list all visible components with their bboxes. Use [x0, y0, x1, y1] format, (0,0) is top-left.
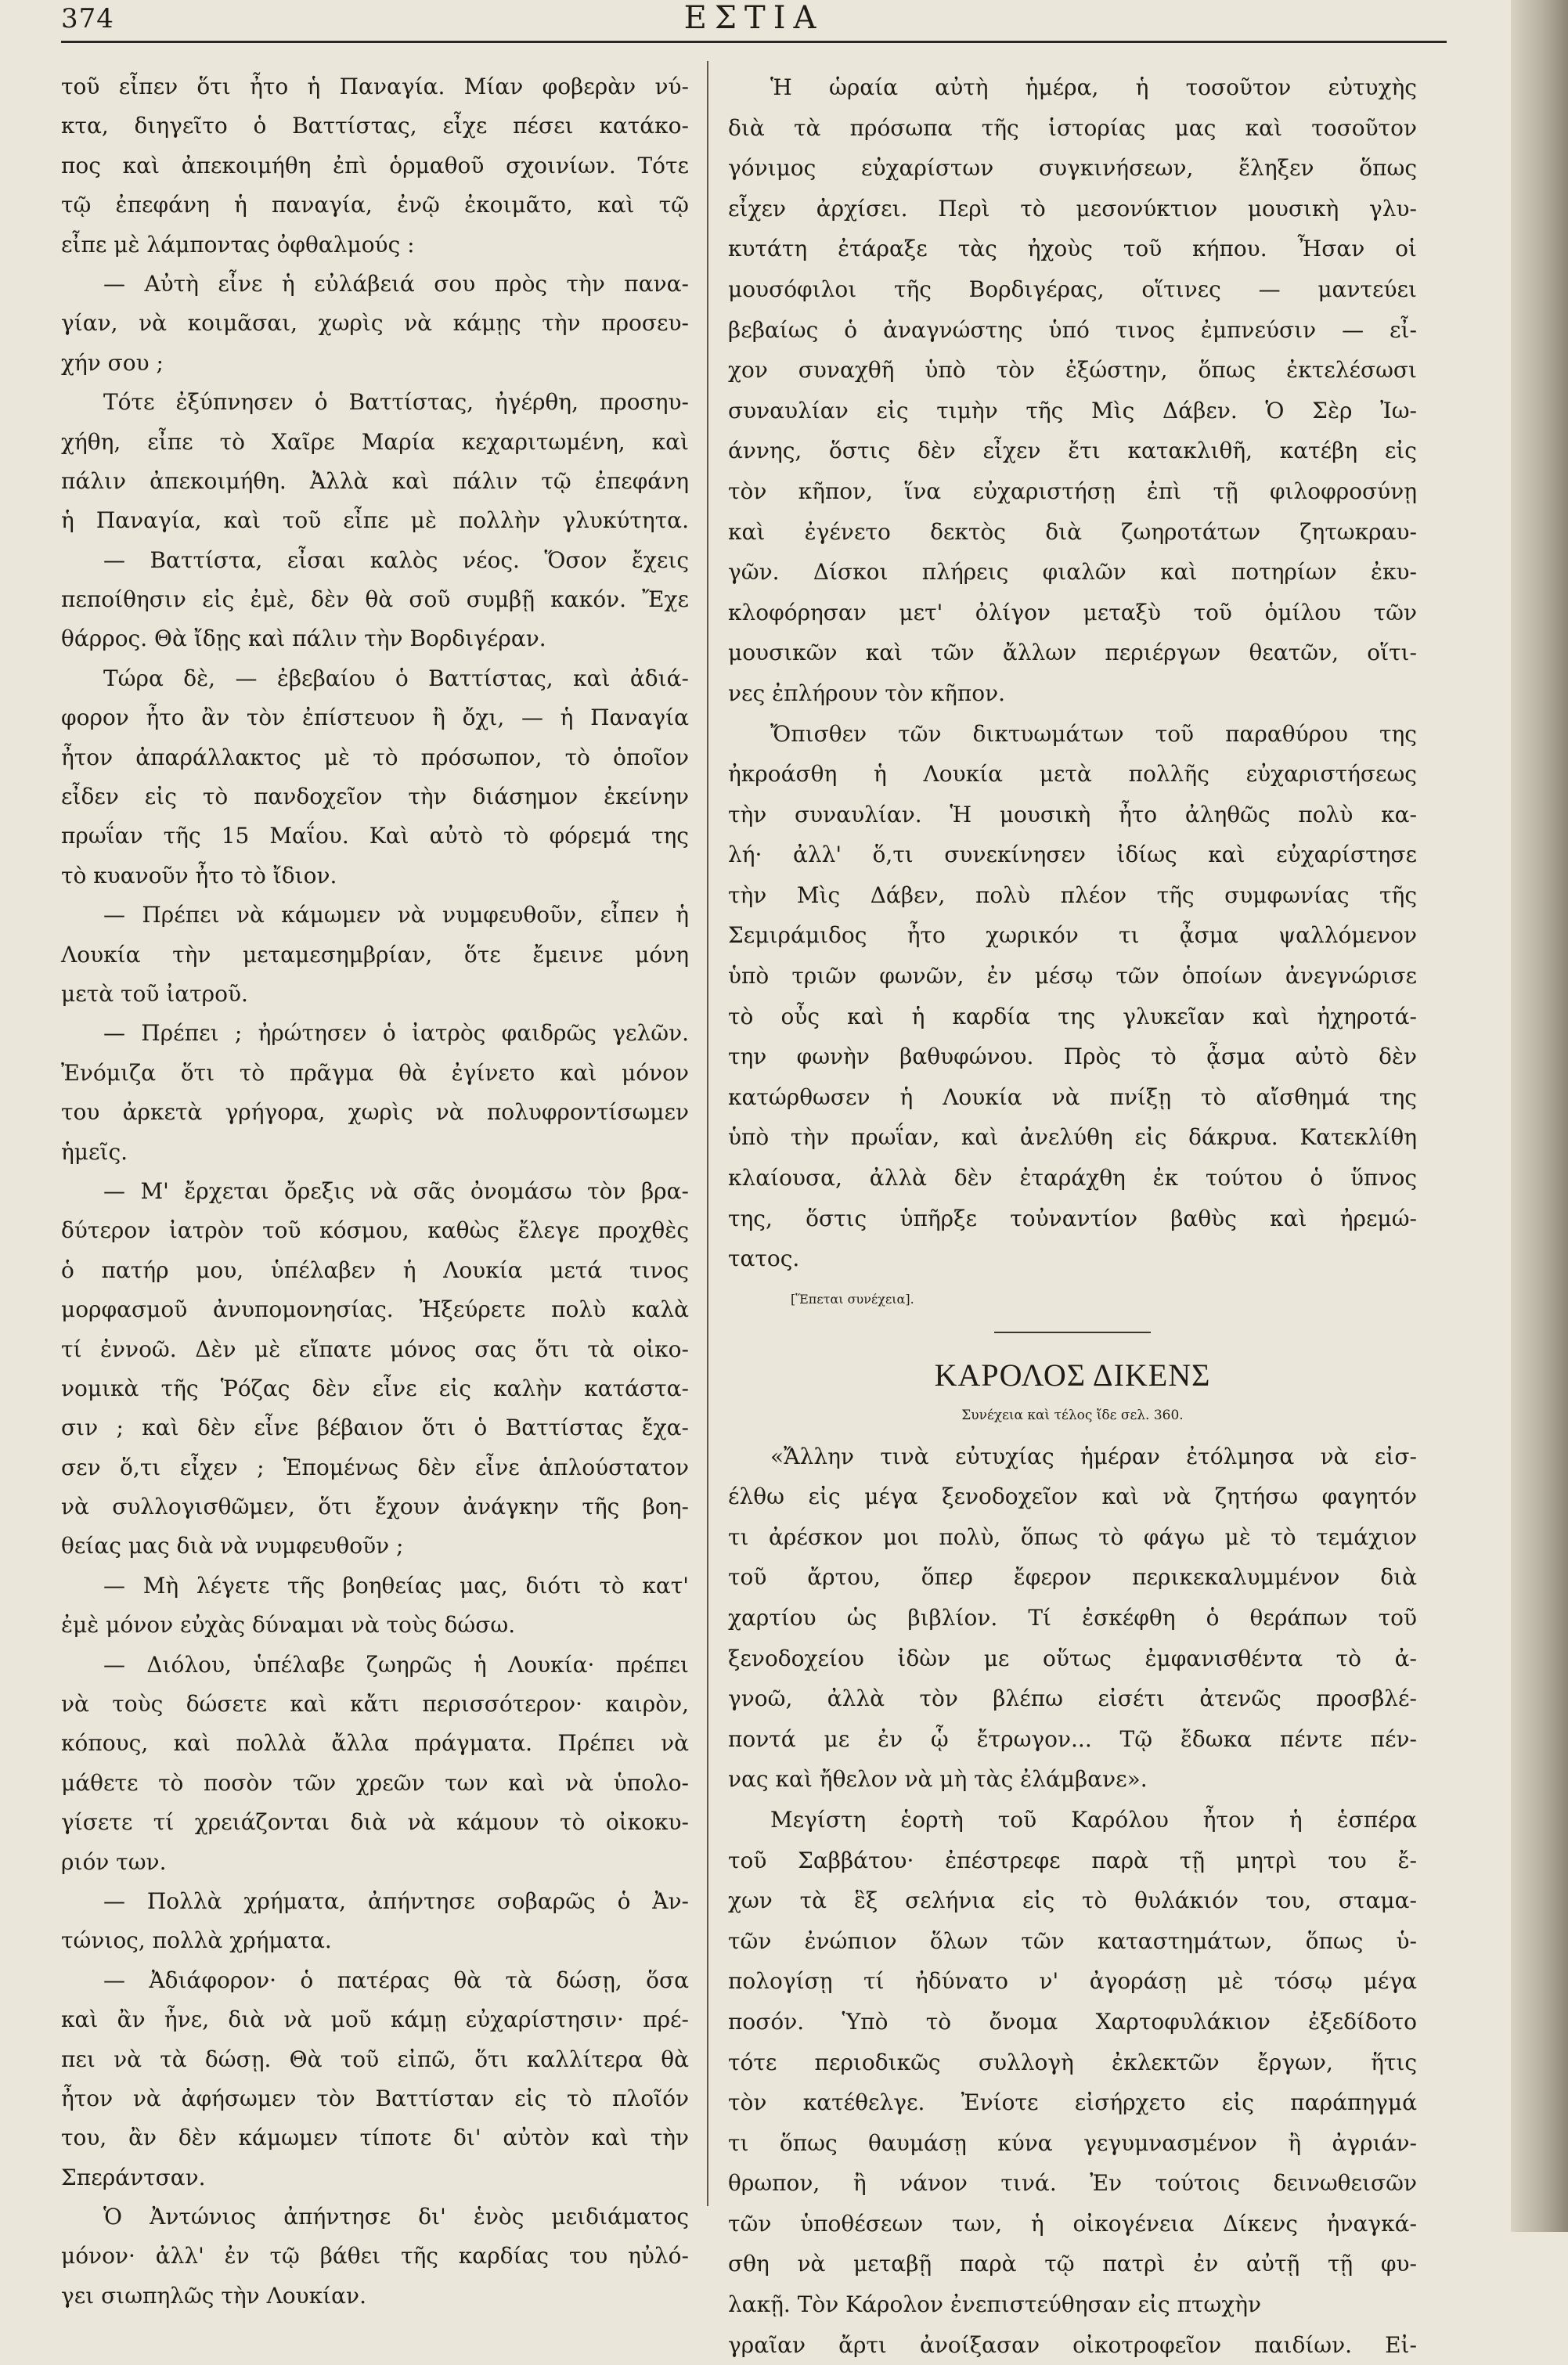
text-line: — Βαττίστα, εἶσαι καλὸς νέος. Ὅσον ἔχεις: [103, 546, 689, 573]
text-line: ἡμεῖς.: [61, 1138, 128, 1165]
text-line: γραῖαν ἄρτι ἀνοίξασαν οἰκοτροφεῖον παιδίων. Εἰ-: [728, 2331, 1417, 2358]
column-divider: [707, 61, 708, 2206]
text-line: ἦτον νὰ ἀφήσωμεν τὸν Βαττίσταν εἰς τὸ πλοῖόν: [61, 2085, 689, 2111]
text-line: ὁ πατήρ μου, ὑπέλαβεν ἡ Λουκία μετά τινος: [61, 1256, 689, 1283]
text-line: κλαίουσα, ἀλλὰ δὲν ἐταράχθη ἐκ τούτου ὁ ὕπνος: [728, 1165, 1417, 1192]
text-line: Λουκία τὴν μεταμεσημβρίαν, ὅτε ἔμεινε μόνη: [61, 941, 689, 968]
text-line: χαρτίου ὡς βιβλίον. Τί ἐσκέφθη ὁ θεράπων τοῦ: [728, 1604, 1417, 1631]
text-line: νὰ συλλογισθῶμεν, ὅτι ἔχουν ἀνάγκην τῆς βοη-: [61, 1494, 689, 1520]
text-line: σθη νὰ μεταβῇ παρὰ τῷ πατρὶ ἐν αὐτῇ τῇ φυ-: [728, 2251, 1417, 2277]
text-line: διὰ τὰ πρόσωπα τῆς ἱστορίας μας καὶ τοσοῦτον: [728, 114, 1417, 141]
text-line: Τώρα δὲ, — ἐβεβαίου ὁ Βαττίστας, καὶ ἀδιά-: [103, 665, 689, 691]
text-line: χήν σου ;: [61, 349, 164, 376]
text-line: ὑπὸ τριῶν φωνῶν, ἐν μέσῳ τῶν ὁποίων ἀνεγνώρισε: [728, 963, 1417, 990]
text-line: τι ὅπως θαυμάσῃ κύνα γεγυμνασμένον ἢ ἀγριάν-: [728, 2129, 1417, 2156]
text-line: τι ἀρέσκον μοι πολὺ, ὅπως τὸ φάγω μὲ τὸ τεμάχιον: [728, 1523, 1417, 1550]
text-line: μόνον· ἀλλ' ἐν τῷ βάθει τῆς καρδίας του ηὐλό-: [61, 2243, 689, 2269]
text-line: τότε περιοδικῶς συλλογὴ ἐκλεκτῶν ἔργων, ἥτις: [728, 2049, 1417, 2075]
text-line: τὴν Μὶς Δάβεν, πολὺ πλέον τῆς συμφωνίας τῆς: [728, 881, 1417, 908]
binding-edge: [1511, 0, 1568, 2232]
text-line: γῶν. Δίσκοι πλήρεις φιαλῶν καὶ ποτηρίων ἐκυ-: [728, 559, 1417, 586]
text-line: ἐμὲ μόνον εὐχὰς δύναμαι νὰ τοὺς δώσω.: [61, 1612, 516, 1639]
text-line: πάλιν ἀπεκοιμήθη. Ἀλλὰ καὶ πάλιν τῷ ἐπεφάνη: [61, 467, 689, 494]
text-line: Ἡ ὡραία αὐτὴ ἡμέρα, ἡ τοσοῦτον εὐτυχὴς: [770, 74, 1417, 100]
text-line: τὸν κατέθελγε. Ἐνίοτε εἰσήρχετο εἰς παράπηγμά: [728, 2089, 1417, 2116]
text-line: φορον ἦτο ἂν τὸν ἐπίστευον ἢ ὄχι, — ἡ Παναγία: [61, 705, 689, 731]
text-line: ἡ Παναγία, καὶ τοῦ εἶπε μὲ πολλὴν γλυκύτητα.: [61, 507, 689, 534]
text-line: πει νὰ τὰ δώσῃ. Θὰ τοῦ εἰπῶ, ὅτι καλλίτερα θὰ: [61, 2046, 689, 2072]
text-line: τὴν συναυλίαν. Ἡ μουσικὴ ἦτο ἀληθῶς πολὺ κα-: [728, 801, 1417, 827]
section-title: ΚΑΡΟΛΟΣ ΔΙΚΕΝΣ: [934, 1357, 1211, 1393]
right-column: [728, 67, 1417, 2365]
text-line: Ὄπισθεν τῶν δικτυωμάτων τοῦ παραθύρου της: [770, 720, 1417, 747]
text-line: Μεγίστη ἑορτὴ τοῦ Καρόλου ἦτον ἡ ἑσπέρα: [770, 1806, 1417, 1833]
text-line: τατος.: [728, 1246, 800, 1272]
left-column: [61, 67, 689, 2316]
text-line: γόνιμος εὐχαρίστων συγκινήσεων, ἔληξεν ὅπως: [728, 155, 1417, 182]
text-line: — Πολλὰ χρήματα, ἀπήντησε σοβαρῶς ὁ Ἀν-: [103, 1887, 689, 1914]
text-line: Σπεράντσαν.: [61, 2164, 206, 2190]
text-line: μορφασμοῦ ἀνυπομονησίας. Ἠξεύρετε πολὺ καλὰ: [61, 1296, 689, 1323]
text-line: χήθη, εἶπε τὸ Χαῖρε Μαρία κεχαριτωμένη, καὶ: [61, 428, 689, 455]
page-header: [61, 0, 1447, 36]
text-line: νες ἐπλήρουν τὸν κῆπον.: [728, 680, 1006, 706]
text-line: τοῦ ἄρτου, ὅπερ ἔφερον περικεκαλυμμένον διὰ: [728, 1564, 1417, 1591]
text-line: τώνιος, πολλὰ χρήματα.: [61, 1927, 332, 1954]
text-line: σεν ὅ,τι εἶχεν ; Ἑπομένως δὲν εἶνε ἁπλούστατον: [61, 1454, 689, 1480]
text-line: «Ἄλλην τινὰ εὐτυχίας ἡμέραν ἐτόλμησα νὰ εἰσ-: [770, 1443, 1417, 1469]
text-line: συναυλίαν εἰς τιμὴν τῆς Μὶς Δάβεν. Ὁ Σὲρ Ἰω-: [728, 397, 1417, 424]
text-line: θείας μας διὰ νὰ νυμφευθοῦν ;: [61, 1533, 404, 1559]
text-line: νομικὰ τῆς Ῥόζας δὲν εἶνε εἰς καλὴν κατάστα-: [61, 1375, 689, 1401]
text-line: μάθετε τὸ ποσὸν τῶν χρεῶν των καὶ νὰ ὑπολο-: [61, 1769, 689, 1796]
text-line: κόπους, καὶ πολλὰ ἄλλα πράγματα. Πρέπει νὰ: [61, 1730, 689, 1757]
text-line: κλοφόρησαν μετ' ὀλίγον μεταξὺ τοῦ ὁμίλου τῶν: [728, 599, 1417, 625]
text-line: σιν ; καὶ δὲν εἶνε βέβαιον ὅτι ὁ Βαττίστας ἔχα-: [61, 1415, 689, 1441]
text-line: κατώρθωσεν ἡ Λουκία νὰ πνίξῃ τὸ αἴσθημά της: [728, 1083, 1417, 1110]
text-line: Σεμιράμιδος ἦτο χωρικόν τι ᾆσμα ψαλλόμενον: [728, 922, 1417, 949]
text-line: — Πρέπει νὰ κάμωμεν νὰ νυμφευθοῦν, εἶπεν ἡ: [103, 902, 689, 928]
text-line: έλθω εἰς μέγα ξενοδοχεῖον καὶ νὰ ζητήσω φαγητόν: [728, 1484, 1417, 1510]
text-line: ποντά με ἐν ᾧ ἔτρωγον... Τῷ ἔδωκα πέντε πέν-: [728, 1725, 1417, 1752]
text-line: πος καὶ ἀπεκοιμήθη ἐπὶ ὁρμαθοῦ σχοινίων. Τότε: [61, 152, 689, 178]
text-line: χον συναχθῆ ὑπὸ τὸν ἐξώστην, ὅπως ἐκτελέσωσι: [728, 357, 1417, 384]
text-line: μουσόφιλοι τῆς Βορδιγέρας, οἵτινες — μαντεύει: [728, 276, 1417, 302]
text-line: θάρρος. Θὰ ἴδῃς καὶ πάλιν τὴν Βορδιγέραν.: [61, 625, 546, 652]
text-line: δύτερον ἰατρὸν τοῦ κόσμου, καθὼς ἔλεγε προχθὲς: [61, 1217, 689, 1244]
text-line: — Αὐτὴ εἶνε ἡ εὐλάβειά σου πρὸς τὴν πανα-: [103, 270, 689, 297]
text-line: νας καὶ ἤθελον νὰ μὴ τὰς ἐλάμβανε».: [728, 1766, 1148, 1793]
text-line: ξενοδοχείου ἰδὼν με οὕτως ἐμφανισθέντα τὸ ἀ-: [728, 1645, 1417, 1671]
text-line: χων τὰ ἓξ σελήνια εἰς τὸ θυλάκιόν του, σταμα-: [728, 1887, 1417, 1914]
text-line: τοῦ Σαββάτου· ἐπέστρεφε παρὰ τῇ μητρὶ του ἔ-: [728, 1847, 1417, 1873]
running-title: ΕΣΤΙΑ: [683, 0, 824, 36]
text-line: πεποίθησιν εἰς ἐμὲ, δὲν θὰ σοῦ συμβῇ κακόν. Ἔχε: [61, 586, 689, 613]
section-subtitle: Συνέχεια καὶ τέλος ἴδε σελ. 360.: [961, 1408, 1184, 1423]
text-line: Τότε ἐξύπνησεν ὁ Βαττίστας, ἠγέρθη, προσηυ-: [103, 389, 689, 416]
text-line: τῶν ἐνώπιον ὅλων τῶν καταστημάτων, ὅπως ὑ-: [728, 1927, 1417, 1954]
text-line: Ἐνόμιζα ὅτι τὸ πρᾶγμα θὰ ἐγίνετο καὶ μόνον: [61, 1059, 689, 1086]
text-line: της, ὅστις ὑπῆρξε τοὐναντίον βαθὺς καὶ ἠρεμώ-: [728, 1205, 1417, 1231]
text-line: γίσετε τί χρειάζονται διὰ νὰ κάμουν τὸ οἰκοκυ-: [61, 1809, 689, 1836]
text-line: γίαν, νὰ κοιμᾶσαι, χωρὶς νὰ κάμῃς τὴν προσευ-: [61, 310, 689, 337]
text-line: μετὰ τοῦ ἰατροῦ.: [61, 980, 248, 1007]
continuation-note: [Ἕπεται συνέχεια].: [791, 1291, 914, 1307]
text-line: θρωπον, ἢ νάνον τινά. Ἐν τούτοις δεινωθεισῶν: [728, 2170, 1417, 2197]
text-line: βεβαίως ὁ ἀναγνώστης ὑπό τινος ἐμπνεύσιν — εἶ-: [728, 316, 1417, 343]
text-line: ἠκροάσθη ἡ Λουκία μετὰ πολλῆς εὐχαριστήσεως: [728, 761, 1417, 788]
text-line: άννης, ὅστις δὲν εἶχεν ἔτι κατακλιθῆ, κατέβη εἰς: [728, 438, 1417, 464]
text-line: τὸ οὖς καὶ ἡ καρδία της γλυκεῖαν καὶ ἠχηροτά-: [728, 1003, 1417, 1029]
text-line: του ἀρκετὰ γρήγορα, χωρὶς νὰ πολυφροντίσωμεν: [61, 1099, 689, 1126]
text-line: πολογίσῃ τί ἠδύνατο ν' ἀγοράσῃ μὲ τόσῳ μέγα: [728, 1968, 1417, 1995]
text-line: Ὁ Ἀντώνιος ἀπήντησε δι' ἑνὸς μειδιάματος: [103, 2204, 689, 2230]
text-line: — Πρέπει ; ἠρώτησεν ὁ ἰατρὸς φαιδρῶς γελῶν.: [103, 1020, 689, 1047]
header-rule: [61, 41, 1447, 43]
text-line: τῷ ἐπεφάνη ἡ παναγία, ἐνῷ ἐκοιμᾶτο, καὶ τῷ: [61, 192, 689, 218]
text-line: — Μὴ λέγετε τῆς βοηθείας μας, διότι τὸ κατ': [103, 1572, 689, 1599]
text-line: τῶν ὑποθέσεων των, ἡ οἰκογένεια Δίκενς ἠναγκά-: [728, 2210, 1417, 2237]
text-line: καὶ ἂν ἦνε, διὰ νὰ μοῦ κάμῃ εὐχαρίστησιν· πρέ-: [61, 2006, 689, 2033]
text-line: λή· ἀλλ' ὅ,τι συνεκίνησεν ἰδίως καὶ εὐχαρίστησε: [728, 842, 1417, 868]
text-line: — Διόλου, ὑπέλαβε ζωηρῶς ἡ Λουκία· πρέπει: [103, 1651, 689, 1678]
text-line: ποσόν. Ὑπὸ τὸ ὄνομα Χαρτοφυλάκιον ἐξεδίδοτο: [728, 2008, 1417, 2035]
text-line: εἶχεν ἀρχίσει. Περὶ τὸ μεσονύκτιον μουσικὴ γλυ-: [728, 195, 1417, 222]
text-line: ριόν των.: [61, 1848, 167, 1875]
text-line: ὑπὸ τὴν πρωΐαν, καὶ ἀνελύθη εἰς δάκρυα. Κατεκλίθη: [728, 1124, 1417, 1151]
text-line: τὸ κυανοῦν ἦτο τὸ ἴδιον.: [61, 862, 337, 889]
text-line: νὰ τοὺς δώσετε καὶ κἄτι περισσότερον· καιρὸν,: [61, 1691, 689, 1718]
text-line: τὸν κῆπον, ἵνα εὐχαριστήσῃ ἐπὶ τῇ φιλοφροσύνῃ: [728, 478, 1417, 504]
text-line: — Ἀδιάφορον· ὁ πατέρας θὰ τὰ δώσῃ, ὅσα: [103, 1967, 689, 1993]
text-line: εἶπε μὲ λάμποντας ὀφθαλμούς :: [61, 231, 415, 258]
text-line: μουσικῶν καὶ τῶν ἄλλων περιέργων θεατῶν, οἵτι-: [728, 640, 1417, 666]
page-number: 374: [61, 3, 114, 34]
text-line: εἶδεν εἰς τὸ πανδοχεῖον τὴν διάσημον ἐκείνην: [61, 784, 689, 810]
text-line: τοῦ εἶπεν ὅτι ἦτο ἡ Παναγία. Μίαν φοβερὰν νύ-: [61, 74, 689, 99]
text-line: λακῇ. Τὸν Κάρολον ἐνεπιστεύθησαν εἰς πτωχὴν: [728, 2291, 1262, 2318]
text-line: ἦτον ἀπαράλλακτος μὲ τὸ πρόσωπον, τὸ ὁποῖον: [61, 744, 689, 770]
text-line: γει σιωπηλῶς τὴν Λουκίαν.: [61, 2282, 366, 2309]
text-line: γνοῶ, ἀλλὰ τὸν βλέπω εἰσέτι ἀτενῶς προσβλέ-: [728, 1685, 1417, 1712]
text-line: καὶ ἐγένετο δεκτὸς διὰ ζωηροτάτων ζητωκραυ-: [728, 518, 1417, 545]
text-line: κυτάτη ἐτάραξε τὰς ἠχοὺς τοῦ κήπου. Ἦσαν οἱ: [728, 236, 1417, 262]
text-line: κτα, διηγεῖτο ὁ Βαττίστας, εἶχε πέσει κατάκο-: [61, 113, 689, 139]
section-rule: [728, 1332, 1417, 1355]
text-line: τί ἐννοῶ. Δὲν μὲ εἴπατε μόνος σας ὅτι τὰ οἰκο-: [61, 1336, 689, 1362]
text-line: του, ἂν δὲν κάμωμεν τίποτε δι' αὐτὸν καὶ τὴν: [61, 2125, 689, 2151]
text-line: την φωνὴν βαθυφώνου. Πρὸς τὸ ᾆσμα αὐτὸ δὲν: [728, 1044, 1417, 1070]
text-line: — Μ' ἔρχεται ὄρεξις νὰ σᾶς ὀνομάσω τὸν βρα-: [103, 1177, 689, 1204]
text-line: πρωΐαν τῆς 15 Μαΐου. Καὶ αὐτὸ τὸ φόρεμά της: [61, 823, 689, 849]
